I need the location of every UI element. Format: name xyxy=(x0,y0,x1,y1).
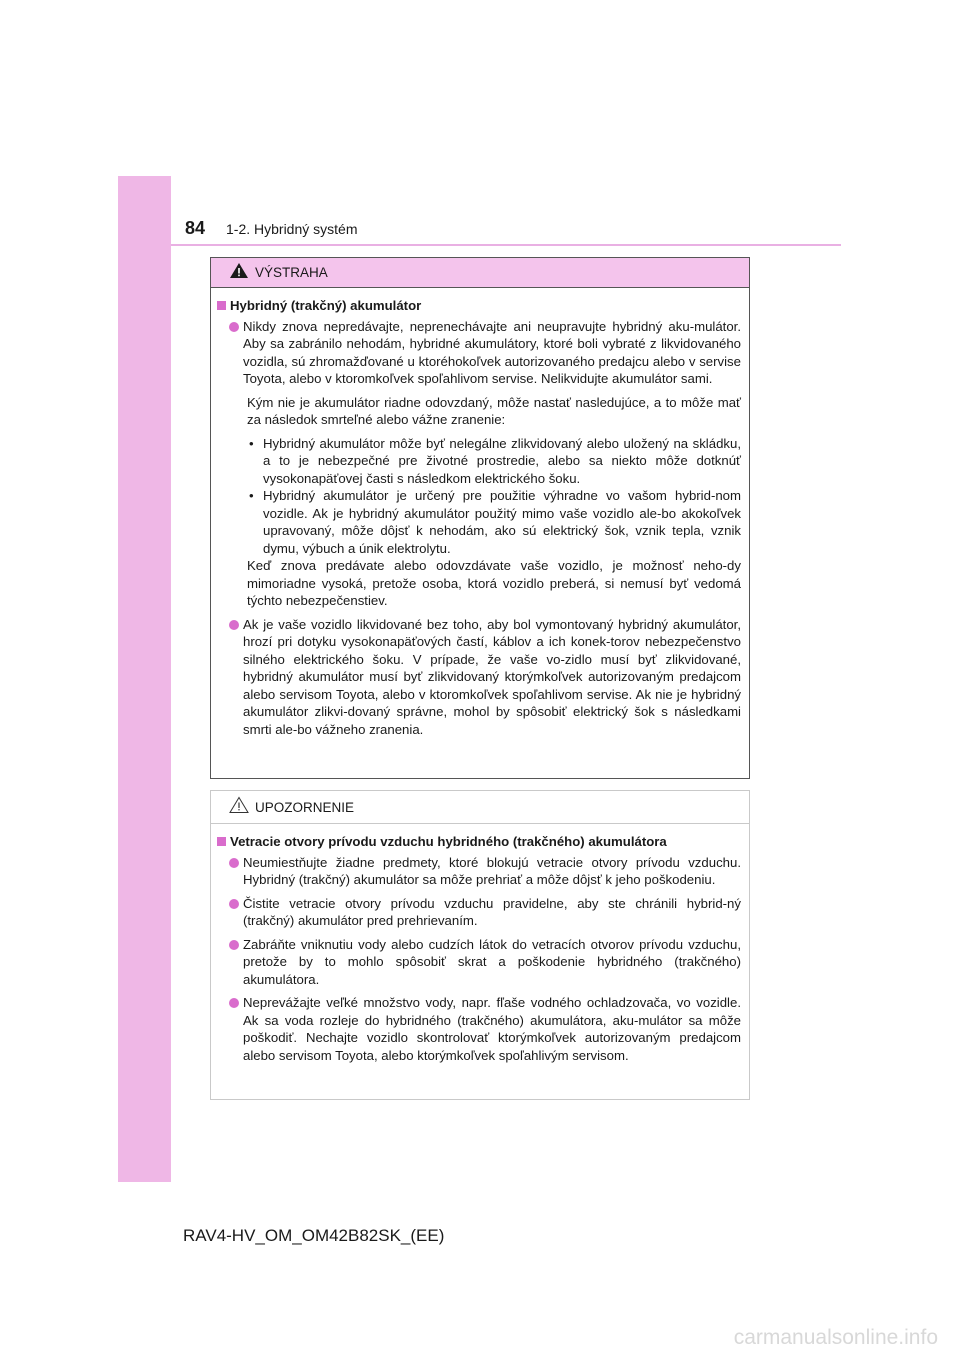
round-bullet-icon xyxy=(229,998,239,1008)
warning-list-item: • Hybridný akumulátor môže byť nelegálne zlikvidovaný alebo uložený na skládku, a to je nebezpečné pre životné prostredie, alebo sa niekto môže dotknúť vysokonapäťovej časti s následkom elektrického šoku. xyxy=(249,435,741,486)
warning-item: Ak je vaše vozidlo likvidované bez toho, aby bol vymontovaný hybridný akumulátor, hrozí pri dotyku vysokonapäťových častí, káblov a ich konek-torov nebezpečenstvo silného elektrického šoku. V prípade, že vaše vo-zidlo musí byť zlikvidované, hybridný akumulátor musí byť zlikvidovaný ktorýmkoľvek autorizovaným predajcom alebo servisom Toyota, alebo v ktoromkoľvek spoľahlivom servise. Ak nie je hybridný akumulátor zlikvi-dovaný správne, mohol by spôsobiť elektrický šok s následkami smrti ale-bo vážneho zranenia. xyxy=(217,616,741,739)
caution-subheading: Vetracie otvory prívodu vzduchu hybridného (trakčného) akumulátora xyxy=(217,833,741,851)
warning-box xyxy=(210,257,750,779)
warning-list-item: • Hybridný akumulátor je určený pre použitie výhradne vo vašom hybrid-nom vozidle. Ak je hybridný akumulátor použitý mimo vaše vozidlo ale-bo akokoľvek upravovaný, môže dôjsť k nehodám, ako sú elektrický šok, vznik tepla, vznik dymu, výbuch a únik elektrolytu. xyxy=(249,488,741,556)
round-bullet-icon xyxy=(229,858,239,868)
warning-item: Nikdy znova nepredávajte, neprenechávajte ani neupravujte hybridný aku-mulátor. Aby sa zabránilo nehodám, hybridné akumulátory, ktoré boli vybraté z likvidovaného vozidla, sú zhromažďované u ktoréhokoľvek autorizovaného predajcu alebo v servise Toyota, alebo v ktoromkoľvek spoľahlivom servise. Nelikvidujte akumulátor sami. xyxy=(217,318,741,388)
warning-header xyxy=(211,258,749,288)
caution-box xyxy=(210,790,750,1100)
document-code: RAV4-HV_OM_OM42B82SK_(EE) xyxy=(183,1226,445,1245)
warning-paragraph: Keď znova predávate alebo odovzdávate vaše vozidlo, je možnosť neho-dy mimoriadne vysoká, pretože osoba, ktorá vozidlo preberá, si nemusí byť vedomá týchto nebezpečenstiev. xyxy=(247,558,741,608)
caution-triangle-icon xyxy=(229,796,249,819)
caution-item: Zabráňte vniknutiu vody alebo cudzích látok do vetracích otvorov prívodu vzduchu, pretože by to mohlo spôsobiť skrat a poškodenie hybridného (trakčného) akumulátora. xyxy=(217,936,741,989)
section-title: 1-2. Hybridný systém xyxy=(226,221,358,237)
sidebar-tab xyxy=(118,176,171,1182)
round-bullet-icon xyxy=(229,322,239,332)
square-bullet-icon xyxy=(217,837,226,846)
caution-item: Neumiestňujte žiadne predmety, ktoré blokujú vetracie otvory prívodu vzduchu. Hybridný (trakčný) akumulátor sa môže prehriať a môže dôjsť k jeho poškodeniu. xyxy=(217,854,741,889)
round-bullet-icon xyxy=(229,620,239,630)
caution-title: UPOZORNENIE xyxy=(255,799,355,815)
round-bullet-icon xyxy=(229,899,239,909)
warning-subheading: Hybridný (trakčný) akumulátor xyxy=(217,297,741,315)
warning-triangle-icon xyxy=(229,262,249,284)
square-bullet-icon xyxy=(217,301,226,310)
round-bullet-icon xyxy=(229,940,239,950)
watermark: carmanualsonline.info xyxy=(733,1326,938,1349)
warning-title: VÝSTRAHA xyxy=(255,265,328,280)
caution-item: Čistite vetracie otvory prívodu vzduchu pravidelne, aby ste chránili hybrid-ný (trakčný) akumulátor pred prehrievaním. xyxy=(217,895,741,930)
page-number: 84 xyxy=(185,218,206,238)
header-rule xyxy=(171,244,841,246)
caution-item: Neprevážajte veľké množstvo vody, napr. fľaše vodného ochladzovača, vo vozidle. Ak sa voda rozleje do hybridného (trakčného) akumulátora, aku-mulátor sa môže poškodiť. Nechajte vozidlo skontrolovať ktorýmkoľvek autorizovaným predajcom alebo servisom Toyota, alebo ktorýmkoľvek spoľahlivým servisom. xyxy=(217,994,741,1064)
caution-header xyxy=(211,791,749,824)
warning-paragraph: Kým nie je akumulátor riadne odovzdaný, môže nastať nasledujúce, a to môže mať za následok smrteľné alebo vážne zranenie: xyxy=(247,394,741,427)
